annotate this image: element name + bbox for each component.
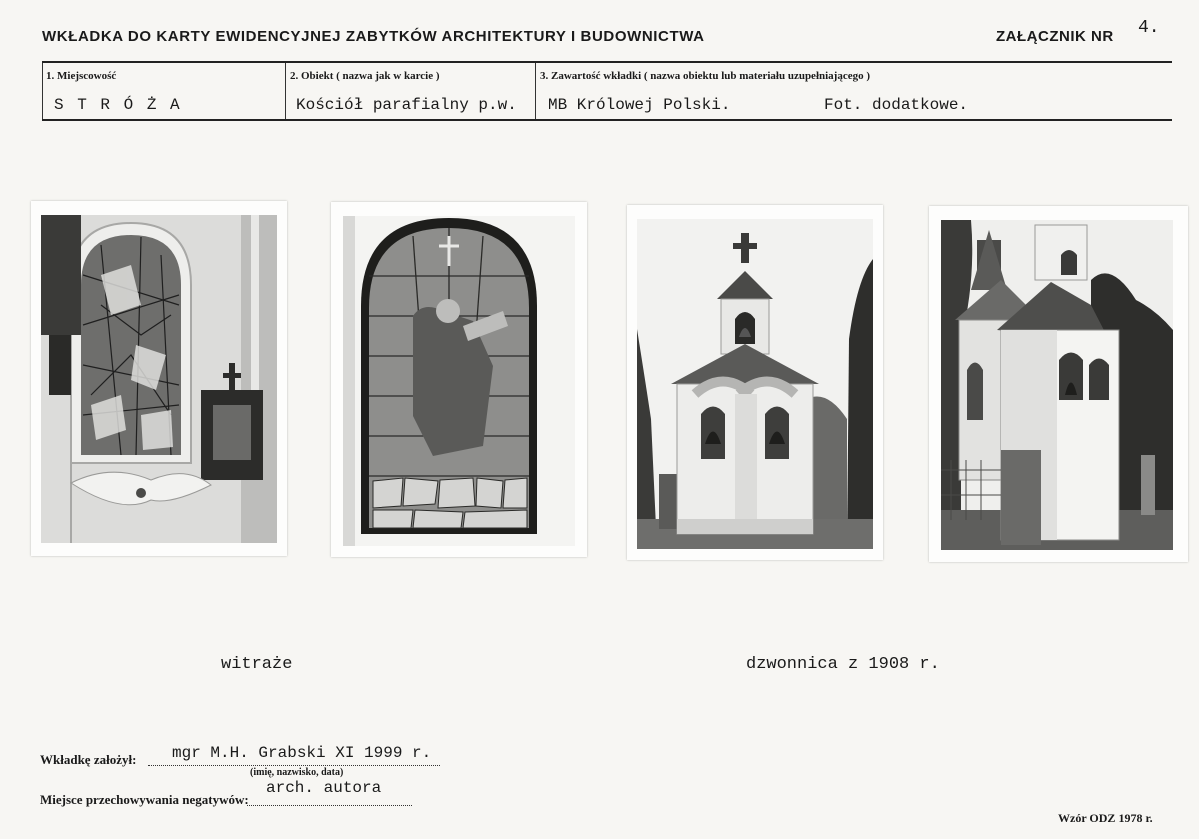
photo-stained-glass-wall [31,201,287,556]
object-label: 2. Obiekt ( nazwa jak w karcie ) [290,70,440,82]
belfry-front-image [637,219,873,549]
attachment-label: ZAŁĄCZNIK NR [996,28,1114,45]
photo-stained-glass-closeup [331,202,587,557]
place-label: 1. Miejscowość [46,70,117,82]
founder-value: mgr M.H. Grabski XI 1999 r. [172,744,432,762]
header-top-rule [42,61,1172,63]
storage-label: Miejsce przechowywania negatywów: [40,792,249,807]
form-title: WKŁADKA DO KARTY EWIDENCYJNEJ ZABYTKÓW ARCHITEKTURY I BUDOWNICTWA [42,28,705,45]
content-label: 3. Zawartość wkładki ( nazwa obiektu lub materiału uzupełniającego ) [540,70,871,82]
storage-value: arch. autora [266,779,382,797]
object-value: Kościół parafialny p.w. [296,96,517,114]
field-divider [285,63,286,119]
form-id: Wzór ODZ 1978 r. [1058,811,1153,825]
stained-glass-closeup-image [343,216,575,546]
caption-belfry: dzwonnica z 1908 r. [746,655,940,674]
founder-dotline [148,765,440,766]
photo-belfry-side [929,206,1188,562]
place-value: S T R Ó Ż A [54,96,182,114]
content-value: MB Królowej Polski. [548,96,731,114]
header-bottom-rule [42,119,1172,121]
founder-note: (imię, nazwisko, data) [250,767,344,778]
field-divider [535,63,536,119]
photo-belfry-front [627,205,883,560]
stained-glass-wall-image [41,215,277,543]
founder-label: Wkładkę założył: [40,752,137,767]
field-divider [42,63,43,119]
storage-dotline [247,805,412,806]
attachment-number: 4. [1138,18,1160,38]
belfry-side-image [941,220,1173,550]
caption-stained-glass: witraże [221,655,293,674]
content-extra: Fot. dodatkowe. [824,96,969,114]
